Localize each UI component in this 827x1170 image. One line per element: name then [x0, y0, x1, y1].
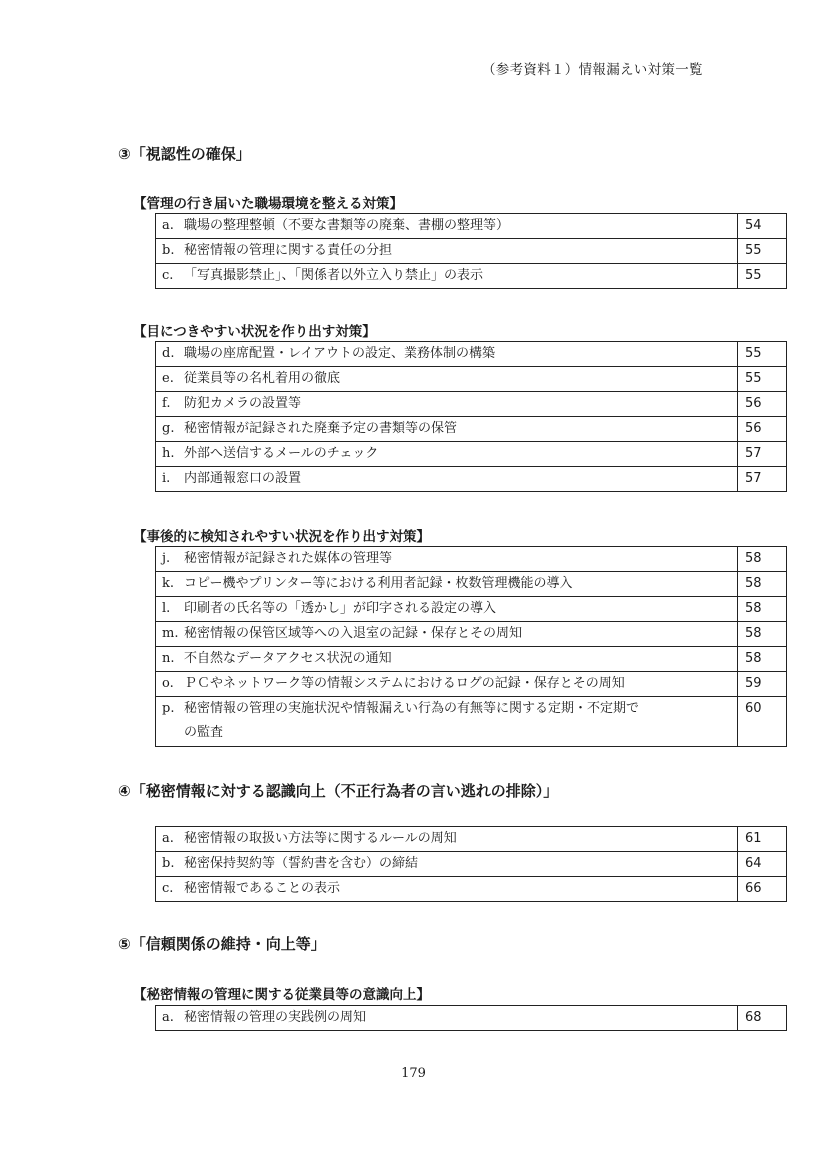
table-row	[156, 547, 787, 572]
item-letter: a.	[162, 831, 174, 846]
item-page-ref: 60	[738, 697, 787, 747]
item-letter: n.	[162, 651, 175, 666]
item-letter: l.	[162, 601, 171, 616]
table-row	[156, 647, 787, 672]
item-letter: k.	[162, 576, 175, 591]
item-letter: c.	[162, 881, 174, 896]
item-description	[156, 1006, 738, 1031]
item-page-ref: 55	[738, 239, 787, 264]
item-page-ref: 55	[738, 367, 787, 392]
item-description	[156, 342, 738, 367]
item-description	[156, 852, 738, 877]
item-page-ref: 58	[738, 647, 787, 672]
item-text: 職場の整理整頓（不要な書類等の廃棄、書棚の整理等）	[184, 218, 510, 233]
item-page-ref: 57	[738, 442, 787, 467]
item-letter: i.	[162, 471, 171, 486]
group-heading-detection: 【事後的に検知されやすい状況を作り出す対策】	[133, 529, 430, 545]
table-row	[156, 214, 787, 239]
item-page-ref: 58	[738, 622, 787, 647]
item-description	[156, 827, 738, 852]
item-page-ref: 59	[738, 672, 787, 697]
item-text: 従業員等の名札着用の徹底	[184, 371, 341, 386]
item-letter: m.	[162, 626, 179, 641]
table-row	[156, 852, 787, 877]
item-text: 印刷者の氏名等の「透かし」が印字される設定の導入	[184, 601, 497, 616]
item-description	[156, 392, 738, 417]
item-letter: f.	[162, 396, 171, 411]
item-letter: b.	[162, 856, 175, 871]
table-row	[156, 264, 787, 289]
item-text: 不自然なデータアクセス状況の通知	[184, 651, 392, 666]
item-letter: a.	[162, 1010, 174, 1025]
item-letter: h.	[162, 446, 175, 461]
table-row	[156, 697, 787, 747]
table-row	[156, 467, 787, 492]
item-description	[156, 442, 738, 467]
item-letter: d.	[162, 346, 175, 361]
item-text: 秘密情報の管理の実施状況や情報漏えい行為の有無等に関する定期・不定期で	[184, 701, 640, 716]
table-row	[156, 239, 787, 264]
item-description	[156, 597, 738, 622]
table-row	[156, 672, 787, 697]
table-row	[156, 827, 787, 852]
table-row	[156, 597, 787, 622]
table-row	[156, 392, 787, 417]
item-text: 防犯カメラの設置等	[184, 396, 302, 411]
group-heading-employee-awareness: 【秘密情報の管理に関する従業員等の意識向上】	[133, 987, 430, 1003]
item-text: コピー機やプリンター等における利用者記録・枚数管理機能の導入	[184, 576, 573, 591]
group-heading-workplace: 【管理の行き届いた職場環境を整える対策】	[133, 196, 403, 212]
item-description	[156, 622, 738, 647]
item-text: 秘密情報が記録された廃棄予定の書類等の保管	[184, 421, 458, 436]
item-letter: o.	[162, 676, 174, 691]
item-text: 秘密情報の管理の実践例の周知	[184, 1010, 367, 1025]
item-description	[156, 672, 738, 697]
measures-table-detection	[155, 546, 787, 747]
item-letter: j.	[162, 551, 171, 566]
item-text: 秘密情報の管理に関する責任の分担	[184, 243, 393, 258]
table-row	[156, 367, 787, 392]
item-letter: p.	[162, 701, 175, 716]
item-description	[156, 264, 738, 289]
item-text: ＰＣやネットワーク等の情報システムにおけるログの記録・保存とその周知	[184, 676, 625, 691]
item-description	[156, 877, 738, 902]
table-row	[156, 1006, 787, 1031]
item-text-continued: の監査	[184, 725, 224, 740]
page-number: 179	[401, 1066, 426, 1081]
item-page-ref: 61	[738, 827, 787, 852]
section-heading-visibility: ③「視認性の確保」	[118, 145, 251, 163]
item-letter: g.	[162, 421, 175, 436]
item-text: 秘密情報が記録された媒体の管理等	[184, 551, 393, 566]
item-text: 職場の座席配置・レイアウトの設定、業務体制の構築	[184, 346, 495, 361]
item-page-ref: 54	[738, 214, 787, 239]
table-row	[156, 572, 787, 597]
measures-table-awareness	[155, 826, 787, 902]
item-page-ref: 66	[738, 877, 787, 902]
item-page-ref: 57	[738, 467, 787, 492]
item-page-ref: 56	[738, 392, 787, 417]
measures-table-employee-awareness	[155, 1005, 787, 1031]
table-row	[156, 877, 787, 902]
item-page-ref: 58	[738, 572, 787, 597]
item-text: 秘密情報の保管区域等への入退室の記録・保存とその周知	[184, 626, 523, 641]
item-text: 秘密保持契約等（誓約書を含む）の締結	[184, 856, 419, 871]
item-page-ref: 68	[738, 1006, 787, 1031]
group-heading-noticeable: 【目につきやすい状況を作り出す対策】	[133, 324, 376, 340]
table-row	[156, 342, 787, 367]
measures-table-noticeable	[155, 341, 787, 492]
item-page-ref: 58	[738, 597, 787, 622]
item-description	[156, 697, 738, 747]
item-page-ref: 55	[738, 264, 787, 289]
item-letter: b.	[162, 243, 175, 258]
item-letter: c.	[162, 268, 174, 283]
section-heading-awareness: ④「秘密情報に対する認識向上（不正行為者の言い逃れの排除）」	[118, 782, 559, 800]
table-row	[156, 622, 787, 647]
item-text: 内部通報窓口の設置	[184, 471, 302, 486]
item-text: 秘密情報の取扱い方法等に関するルールの周知	[184, 831, 457, 846]
item-description	[156, 647, 738, 672]
item-page-ref: 64	[738, 852, 787, 877]
item-description	[156, 467, 738, 492]
header-note: （参考資料１）情報漏えい対策一覧	[482, 62, 703, 78]
item-text: 「写真撮影禁止」、「関係者以外立入り禁止」の表示	[184, 268, 484, 283]
item-page-ref: 56	[738, 417, 787, 442]
item-page-ref: 55	[738, 342, 787, 367]
item-text: 外部へ送信するメールのチェック	[184, 446, 379, 461]
item-description	[156, 239, 738, 264]
item-description	[156, 214, 738, 239]
item-letter: e.	[162, 371, 174, 386]
table-row	[156, 417, 787, 442]
section-heading-trust: ⑤「信頼関係の維持・向上等」	[118, 935, 326, 953]
item-description	[156, 367, 738, 392]
item-description	[156, 547, 738, 572]
item-page-ref: 58	[738, 547, 787, 572]
item-description	[156, 417, 738, 442]
item-description	[156, 572, 738, 597]
table-row	[156, 442, 787, 467]
item-text: 秘密情報であることの表示	[184, 881, 341, 896]
item-letter: a.	[162, 218, 174, 233]
measures-table-workplace	[155, 213, 787, 289]
